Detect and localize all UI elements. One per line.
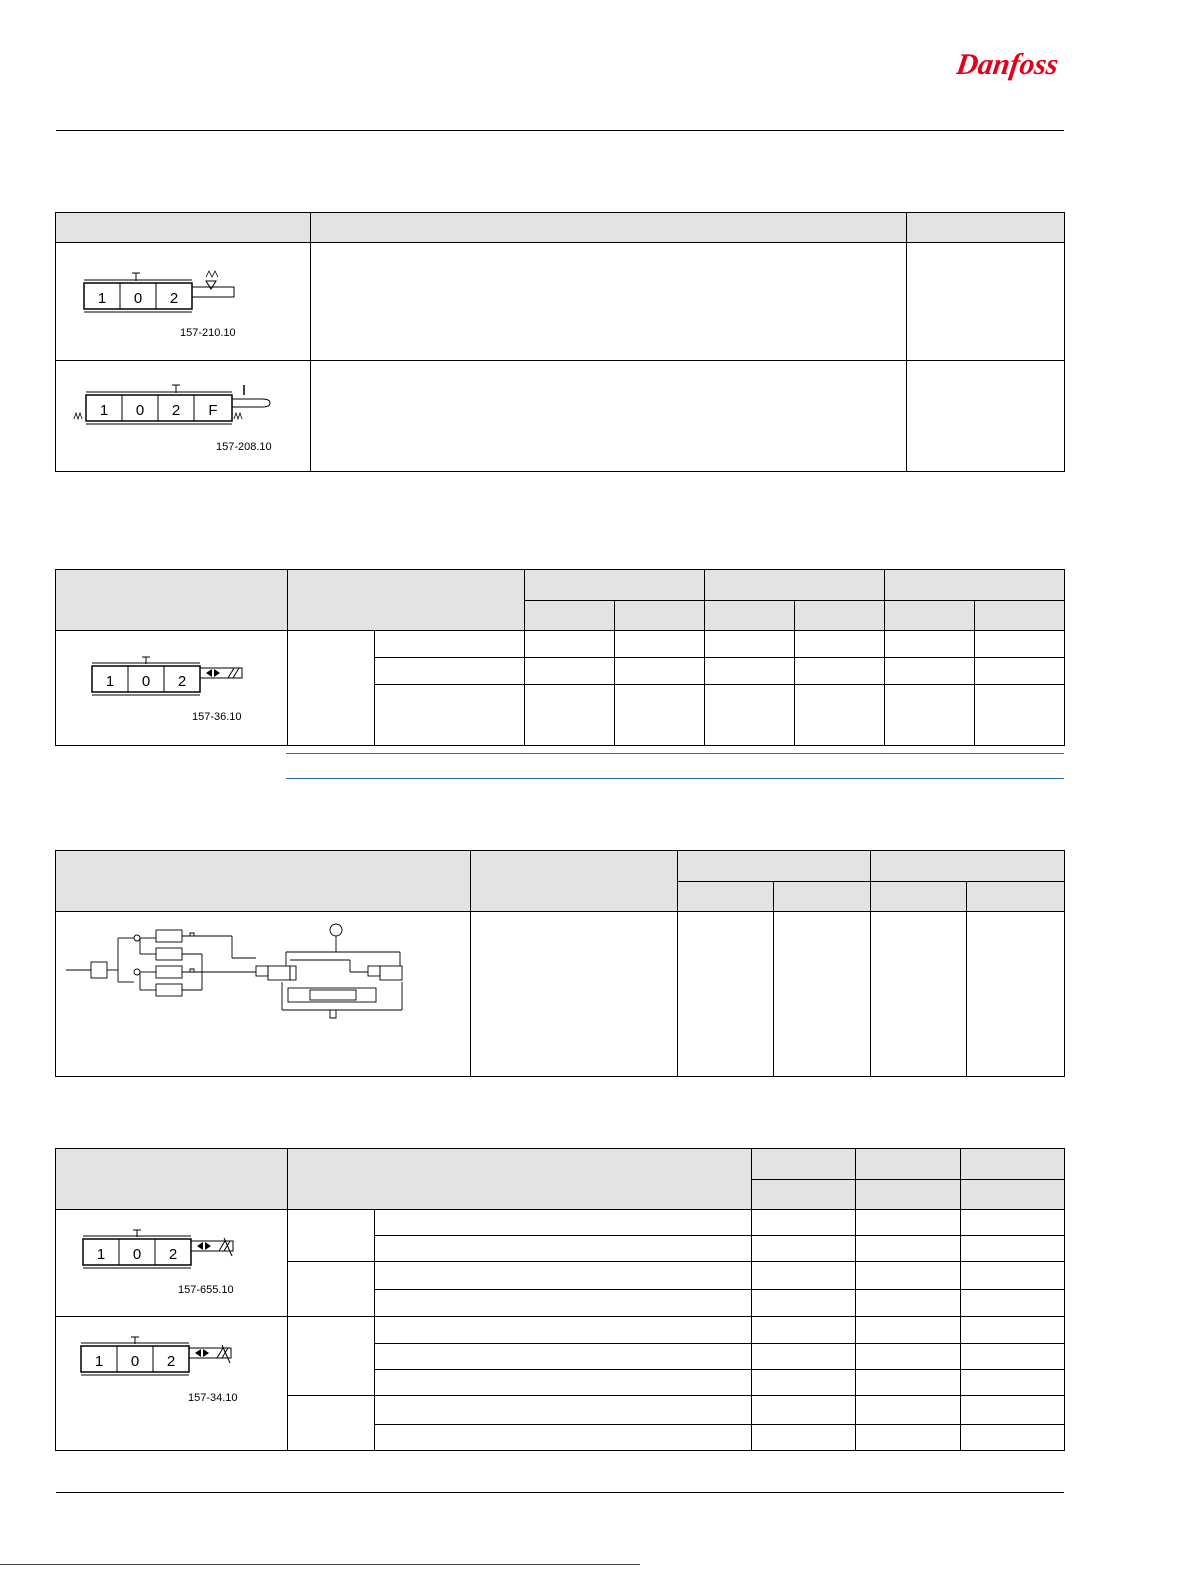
handle-symbol-3pos-detent xyxy=(56,243,311,360)
table2-cell xyxy=(525,685,615,746)
table3-header-type xyxy=(471,851,678,912)
table4-header-col-3 xyxy=(961,1149,1065,1180)
symbol-code-label: 157-655.10 xyxy=(178,1284,234,1296)
position-label: 2 xyxy=(171,402,181,419)
table3-subheader xyxy=(678,882,774,912)
table1-header-description xyxy=(311,213,907,243)
table2-header-type xyxy=(288,570,525,631)
table2-cell xyxy=(615,631,705,658)
table4-cell xyxy=(961,1290,1065,1317)
position-label: 2 xyxy=(168,1246,178,1263)
table4-cell xyxy=(375,1425,752,1451)
table2-header-symbol xyxy=(56,570,288,631)
position-label: 0 xyxy=(141,673,151,690)
table3-cell xyxy=(678,912,774,1077)
table2-cell xyxy=(975,631,1065,658)
table2-cell xyxy=(885,685,975,746)
table4-cell xyxy=(961,1210,1065,1236)
table4-cell xyxy=(856,1210,961,1236)
handle-symbol-3pos-proportional xyxy=(56,1210,288,1316)
position-label: 2 xyxy=(166,1353,176,1370)
footer-rule xyxy=(0,1564,640,1565)
table1-row1-symbol-cell xyxy=(56,243,311,361)
table4-row2-symbol-cell xyxy=(56,1317,288,1451)
table4-row1-symbol-cell xyxy=(56,1210,288,1317)
table3-header-group-1 xyxy=(678,851,871,882)
position-label: 0 xyxy=(133,290,143,307)
table4-cell xyxy=(375,1396,752,1425)
position-label: 1 xyxy=(105,673,115,690)
table2-subheader xyxy=(795,601,885,631)
table2-cell xyxy=(795,658,885,685)
table2-subheader xyxy=(975,601,1065,631)
table2-row1-type xyxy=(288,631,375,746)
table4-cell xyxy=(752,1317,856,1344)
table4-header-col-1 xyxy=(752,1149,856,1180)
table2-cell xyxy=(975,685,1065,746)
table2-cell xyxy=(375,631,525,658)
symbol-code-label: 157-36.10 xyxy=(192,711,242,723)
table4-cell xyxy=(375,1236,752,1262)
table3-cell xyxy=(871,912,967,1077)
table1-row2-description xyxy=(311,361,907,472)
table4-cell xyxy=(961,1262,1065,1290)
position-label: 2 xyxy=(177,673,187,690)
table4-cell xyxy=(752,1262,856,1290)
position-label: 2 xyxy=(169,290,179,307)
table1-row2-symbol-cell xyxy=(56,361,311,472)
table4-cell xyxy=(856,1236,961,1262)
table2-header-group-2 xyxy=(705,570,885,601)
handle-symbol-4pos-float xyxy=(56,361,311,471)
table3-cell xyxy=(774,912,871,1077)
table1-header-symbol xyxy=(56,213,311,243)
table4-cell xyxy=(961,1236,1065,1262)
note-rule-bottom xyxy=(286,778,1064,779)
symbol-code-label: 157-34.10 xyxy=(188,1392,238,1404)
svg-text:Danfoss: Danfoss xyxy=(956,47,1061,81)
table3-header-group-2 xyxy=(871,851,1065,882)
table2-cell xyxy=(885,658,975,685)
table2-cell xyxy=(705,685,795,746)
table4-cell xyxy=(856,1317,961,1344)
table4-subheader xyxy=(961,1180,1065,1210)
danfoss-logo xyxy=(956,40,1068,86)
table3-subheader xyxy=(871,882,967,912)
table4-type-cell xyxy=(288,1210,375,1262)
table4-cell xyxy=(752,1425,856,1451)
table2-subheader xyxy=(705,601,795,631)
symbol-code-label: 157-208.10 xyxy=(216,441,272,453)
table4-cell xyxy=(856,1396,961,1425)
table4-cell xyxy=(752,1370,856,1396)
table2-cell xyxy=(375,658,525,685)
table3-subheader xyxy=(774,882,871,912)
table3-subheader xyxy=(967,882,1065,912)
table4-cell xyxy=(961,1425,1065,1451)
table4-cell xyxy=(752,1396,856,1425)
table4-subheader xyxy=(752,1180,856,1210)
table3-type-cell xyxy=(471,912,678,1077)
table2-subheader xyxy=(525,601,615,631)
table4-cell xyxy=(752,1344,856,1370)
table2-header-group-3 xyxy=(885,570,1065,601)
table2-cell xyxy=(885,631,975,658)
table2-cell xyxy=(795,685,885,746)
table4-cell xyxy=(375,1317,752,1344)
table4-header-symbol xyxy=(56,1149,288,1210)
table2-cell xyxy=(525,658,615,685)
table2-cell xyxy=(795,631,885,658)
table-electrical-actuation xyxy=(55,569,1065,746)
table3-cell xyxy=(967,912,1065,1077)
table2-cell xyxy=(615,658,705,685)
position-label: 0 xyxy=(135,402,145,419)
table2-subheader xyxy=(615,601,705,631)
note-rule-top xyxy=(286,753,1064,754)
table4-cell xyxy=(856,1370,961,1396)
top-rule xyxy=(56,130,1064,131)
table4-cell xyxy=(375,1370,752,1396)
table4-cell xyxy=(752,1210,856,1236)
table2-subheader xyxy=(885,601,975,631)
table1-row1-code xyxy=(907,243,1065,361)
table2-cell xyxy=(375,685,525,746)
table4-cell xyxy=(961,1344,1065,1370)
position-label: 1 xyxy=(97,290,107,307)
position-label: 0 xyxy=(132,1246,142,1263)
table2-cell xyxy=(975,658,1065,685)
table4-cell xyxy=(752,1290,856,1317)
hydraulic-circuit-diagram xyxy=(56,912,471,1076)
table4-cell xyxy=(375,1210,752,1236)
table2-cell xyxy=(705,658,795,685)
table4-type-cell xyxy=(288,1317,375,1396)
table4-type-cell xyxy=(288,1396,375,1451)
table4-cell xyxy=(375,1290,752,1317)
table4-cell xyxy=(375,1344,752,1370)
table4-cell xyxy=(375,1262,752,1290)
table4-header-type xyxy=(288,1149,752,1210)
table4-cell xyxy=(856,1290,961,1317)
handle-symbol-3pos-electric xyxy=(56,631,288,745)
table1-row1-description xyxy=(311,243,907,361)
table2-cell xyxy=(705,631,795,658)
table4-cell xyxy=(856,1344,961,1370)
table1-row2-code xyxy=(907,361,1065,472)
table4-type-cell xyxy=(288,1262,375,1317)
table3-header-diagram xyxy=(56,851,471,912)
table2-cell xyxy=(525,631,615,658)
table4-cell xyxy=(961,1396,1065,1425)
table4-cell xyxy=(961,1317,1065,1344)
handle-symbol-3pos-proportional-alt xyxy=(56,1317,288,1450)
position-label: F xyxy=(208,402,218,419)
position-label: 1 xyxy=(96,1246,106,1263)
table2-row1-symbol-cell xyxy=(56,631,288,746)
symbol-code-label: 157-210.10 xyxy=(180,327,236,339)
table4-cell xyxy=(752,1236,856,1262)
table3-diagram-cell xyxy=(56,912,471,1077)
position-label: 1 xyxy=(99,402,109,419)
table-control-handles xyxy=(55,212,1065,472)
bottom-rule xyxy=(56,1492,1064,1493)
table1-header-code xyxy=(907,213,1065,243)
table4-cell xyxy=(961,1370,1065,1396)
position-label: 0 xyxy=(130,1353,140,1370)
position-label: 1 xyxy=(94,1353,104,1370)
table4-cell xyxy=(856,1425,961,1451)
table2-header-group-1 xyxy=(525,570,705,601)
table4-subheader xyxy=(856,1180,961,1210)
table2-cell xyxy=(615,685,705,746)
table-proportional-actuation xyxy=(55,1148,1065,1451)
table-circuit-diagram xyxy=(55,850,1065,1077)
table4-header-col-2 xyxy=(856,1149,961,1180)
table4-cell xyxy=(856,1262,961,1290)
